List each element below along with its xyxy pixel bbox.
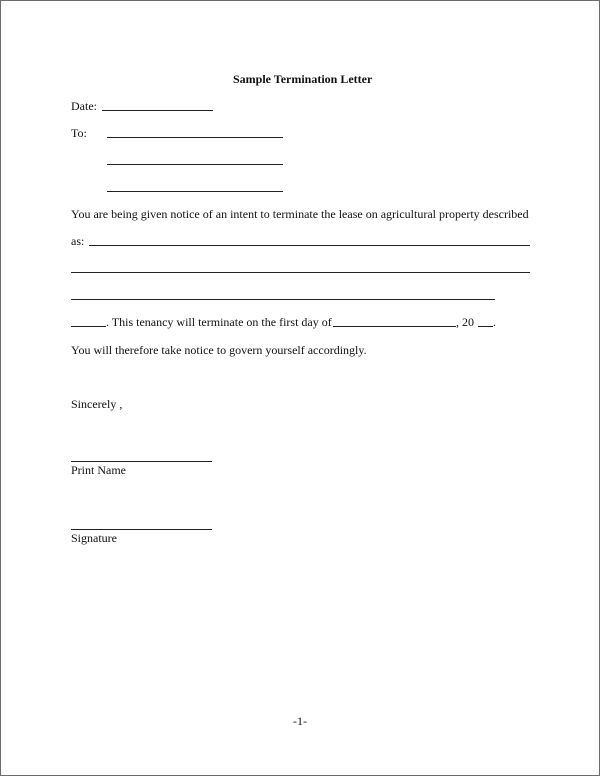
date-blank[interactable] xyxy=(102,110,213,111)
termination-date-blank[interactable] xyxy=(333,326,456,327)
print-name-label: Print Name xyxy=(71,463,126,477)
as-label: as: xyxy=(71,234,85,248)
letter-title: Sample Termination Letter xyxy=(233,72,373,86)
closing-text: Sincerely , xyxy=(71,397,123,411)
year-prefix: , 20 xyxy=(456,315,474,329)
property-description-blank-1[interactable] xyxy=(89,245,530,246)
tenancy-prefix-blank[interactable] xyxy=(71,326,106,327)
tenancy-text: . This tenancy will terminate on the first day of xyxy=(106,315,332,329)
govern-text: You will therefore take notice to govern yourself accordingly. xyxy=(71,343,367,357)
signature-blank[interactable] xyxy=(71,529,212,530)
to-blank-3[interactable] xyxy=(107,191,283,192)
property-description-blank-3[interactable] xyxy=(71,299,495,300)
to-blank-2[interactable] xyxy=(107,164,283,165)
year-blank[interactable] xyxy=(478,326,493,327)
to-label: To: xyxy=(71,126,87,140)
to-blank-1[interactable] xyxy=(107,137,283,138)
signature-label: Signature xyxy=(71,531,117,545)
year-suffix: . xyxy=(493,315,496,329)
notice-text: You are being given notice of an intent to terminate the lease on agricultural property described xyxy=(71,207,529,221)
page-number: -1- xyxy=(293,714,307,728)
property-description-blank-2[interactable] xyxy=(71,272,530,273)
print-name-blank[interactable] xyxy=(71,461,212,462)
date-label: Date: xyxy=(71,99,97,113)
